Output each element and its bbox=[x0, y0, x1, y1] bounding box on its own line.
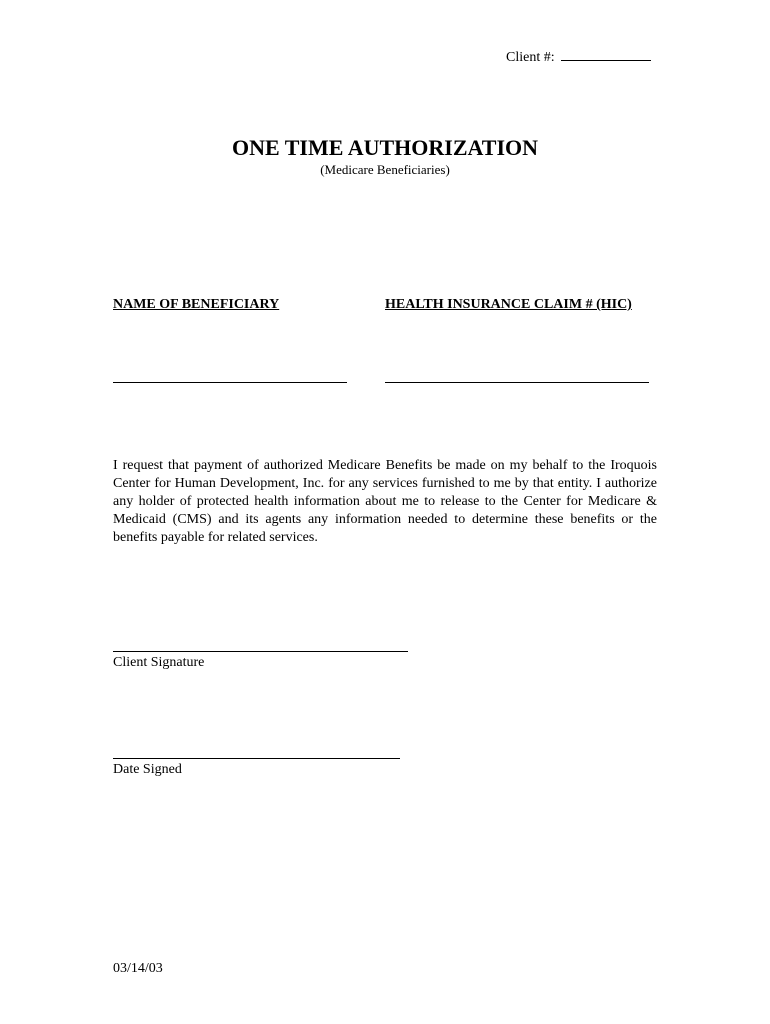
form-subtitle: (Medicare Beneficiaries) bbox=[320, 162, 450, 177]
client-number-blank[interactable] bbox=[561, 47, 651, 61]
client-number-label: Client #: bbox=[506, 50, 555, 65]
date-signed-label: Date Signed bbox=[113, 762, 182, 777]
authorization-statement: I request that payment of authorized Medicare Benefits be made on my behalf to the Iroquois Center for Human Development, Inc. for any services furnished to me by that entity. I authorize any holder of protected health information about me to release to the Center for Medicare & Medicaid (CMS) and its agents any information needed to determine these benefits or the benefits payable for related services. bbox=[113, 458, 657, 545]
beneficiary-name-header: NAME OF BENEFICIARY bbox=[113, 297, 280, 312]
revision-date: 03/14/03 bbox=[113, 961, 163, 976]
client-number-field bbox=[506, 47, 651, 66]
signature-line[interactable] bbox=[113, 651, 408, 652]
signature-label: Client Signature bbox=[113, 655, 205, 670]
hic-number-line[interactable] bbox=[385, 382, 649, 383]
beneficiary-name-line[interactable] bbox=[113, 382, 347, 383]
form-title: ONE TIME AUTHORIZATION bbox=[231, 135, 539, 160]
hic-header: HEALTH INSURANCE CLAIM # (HIC) bbox=[385, 297, 632, 312]
date-signed-line[interactable] bbox=[113, 758, 400, 759]
